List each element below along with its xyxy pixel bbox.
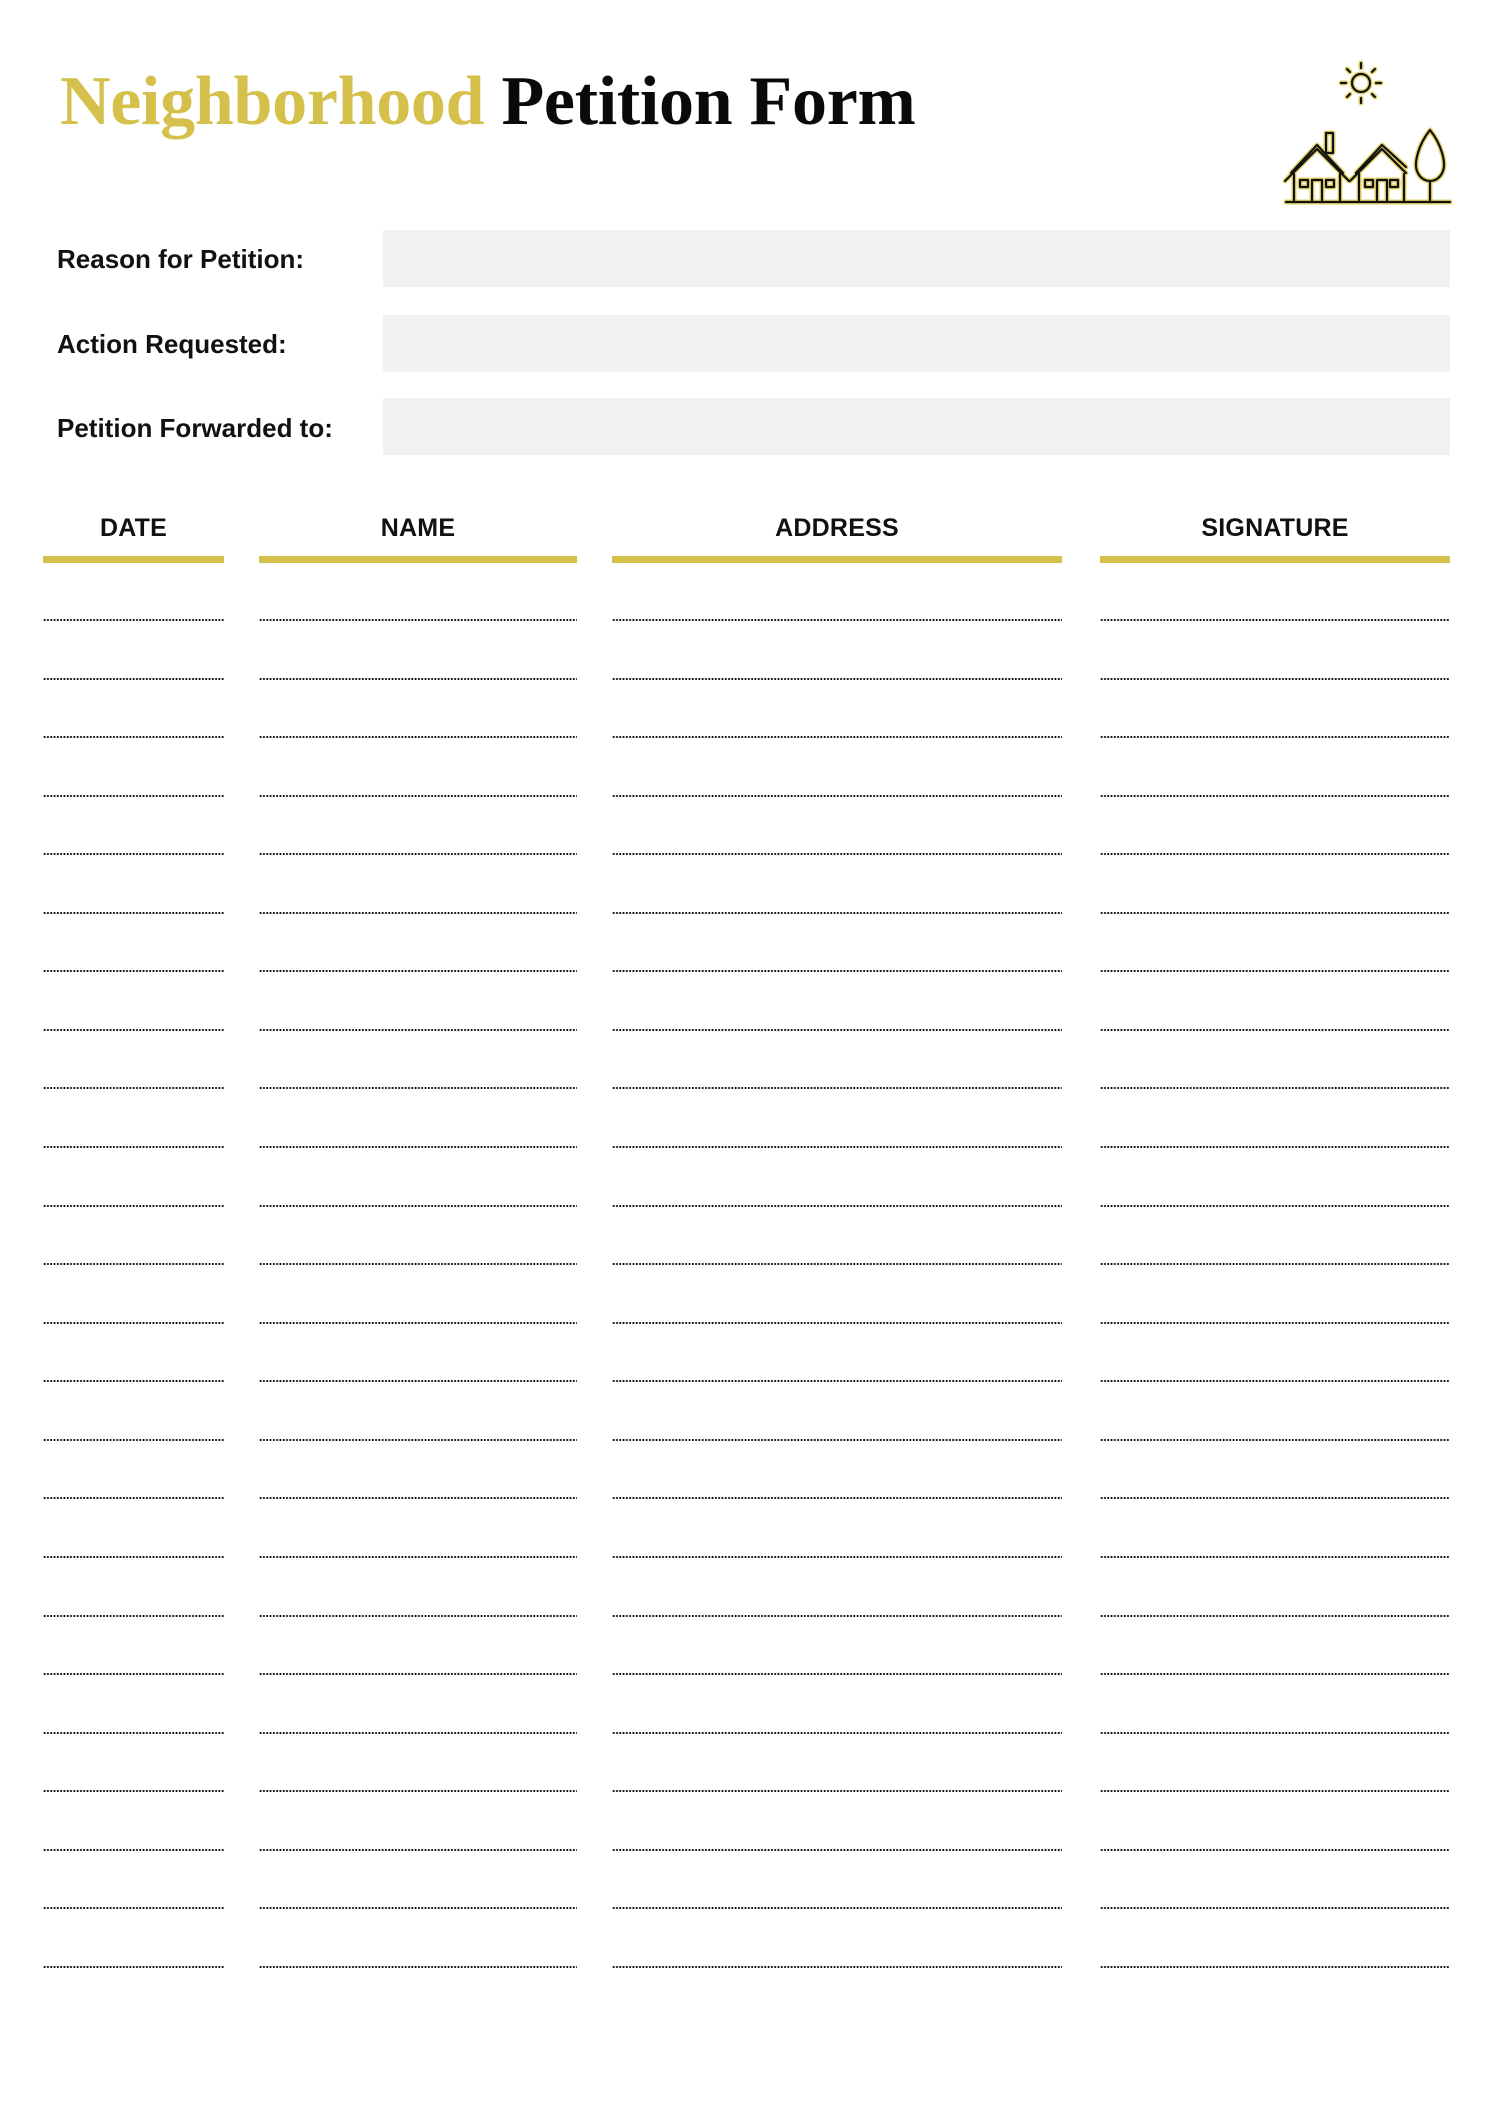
table-cell-signature[interactable] [1100, 922, 1450, 972]
table-cell-date[interactable] [43, 864, 224, 914]
table-cell-signature[interactable] [1100, 864, 1450, 914]
dotted-write-line [43, 1732, 224, 1734]
dotted-write-line [43, 1615, 224, 1617]
table-cell-address[interactable] [612, 1742, 1062, 1792]
table-cell-name[interactable] [259, 1332, 577, 1382]
dotted-write-line [1100, 1790, 1450, 1792]
dotted-write-line [259, 1029, 577, 1031]
dotted-write-line [1100, 1322, 1450, 1324]
table-cell-signature[interactable] [1100, 1098, 1450, 1148]
table-cell-date[interactable] [43, 630, 224, 680]
dotted-write-line [43, 1439, 224, 1441]
table-cell-name[interactable] [259, 981, 577, 1031]
table-cell-address[interactable] [612, 1157, 1062, 1207]
table-cell-name[interactable] [259, 571, 577, 621]
table-cell-name[interactable] [259, 922, 577, 972]
dotted-write-line [612, 1380, 1062, 1382]
table-cell-date[interactable] [43, 805, 224, 855]
dotted-write-line [612, 1732, 1062, 1734]
table-cell-date[interactable] [43, 571, 224, 621]
table-cell-signature[interactable] [1100, 981, 1450, 1031]
dotted-write-line [43, 1497, 224, 1499]
dotted-write-line [1100, 1732, 1450, 1734]
table-cell-address[interactable] [612, 688, 1062, 738]
column-header-name: NAME [380, 514, 456, 542]
dotted-write-line [1100, 795, 1450, 797]
dotted-write-line [43, 1790, 224, 1792]
dotted-write-line [259, 1673, 577, 1675]
dotted-write-line [259, 1790, 577, 1792]
table-cell-name[interactable] [259, 1625, 577, 1675]
table-cell-name[interactable] [259, 1449, 577, 1499]
dotted-write-line [1100, 970, 1450, 972]
table-cell-date[interactable] [43, 1391, 224, 1441]
table-cell-date[interactable] [43, 688, 224, 738]
table-cell-address[interactable] [612, 981, 1062, 1031]
dotted-write-line [259, 619, 577, 621]
dotted-write-line [43, 1849, 224, 1851]
column-header-signature: SIGNATURE [1201, 514, 1349, 542]
dotted-write-line [43, 1263, 224, 1265]
table-cell-address[interactable] [612, 1508, 1062, 1558]
table-cell-address[interactable] [612, 1684, 1062, 1734]
dotted-write-line [1100, 1673, 1450, 1675]
dotted-write-line [1100, 1966, 1450, 1968]
table-cell-name[interactable] [259, 1274, 577, 1324]
table-cell-name[interactable] [259, 747, 577, 797]
dotted-write-line [612, 1205, 1062, 1207]
action-requested-label: Action Requested: [57, 329, 287, 359]
table-cell-address[interactable] [612, 630, 1062, 680]
dotted-write-line [43, 1146, 224, 1148]
dotted-write-line [1100, 619, 1450, 621]
table-cell-name[interactable] [259, 1508, 577, 1558]
dotted-write-line [612, 1439, 1062, 1441]
column-underline-date [43, 556, 224, 563]
table-cell-signature[interactable] [1100, 1625, 1450, 1675]
reason-input[interactable] [383, 230, 1450, 287]
dotted-write-line [259, 1497, 577, 1499]
table-cell-signature[interactable] [1100, 1684, 1450, 1734]
forwarded-to-label: Petition Forwarded to: [57, 413, 333, 443]
dotted-write-line [43, 970, 224, 972]
table-cell-date[interactable] [43, 922, 224, 972]
dotted-write-line [1100, 853, 1450, 855]
dotted-write-line [259, 795, 577, 797]
dotted-write-line [612, 1615, 1062, 1617]
column-header-date: DATE [100, 514, 167, 542]
dotted-write-line [612, 1322, 1062, 1324]
dotted-write-line [1100, 1497, 1450, 1499]
table-cell-name[interactable] [259, 1918, 577, 1968]
dotted-write-line [259, 1263, 577, 1265]
table-cell-signature[interactable] [1100, 1859, 1450, 1909]
table-cell-name[interactable] [259, 1567, 577, 1617]
dotted-write-line [43, 1087, 224, 1089]
table-cell-date[interactable] [43, 747, 224, 797]
table-cell-name[interactable] [259, 1215, 577, 1265]
table-cell-address[interactable] [612, 1215, 1062, 1265]
dotted-write-line [612, 912, 1062, 914]
table-cell-signature[interactable] [1100, 1449, 1450, 1499]
table-cell-date[interactable] [43, 1859, 224, 1909]
table-cell-name[interactable] [259, 1391, 577, 1441]
table-cell-address[interactable] [612, 1801, 1062, 1851]
table-cell-date[interactable] [43, 1801, 224, 1851]
table-cell-name[interactable] [259, 1684, 577, 1734]
table-cell-signature[interactable] [1100, 688, 1450, 738]
table-cell-signature[interactable] [1100, 1918, 1450, 1968]
table-cell-address[interactable] [612, 805, 1062, 855]
page-title [60, 62, 915, 142]
dotted-write-line [259, 1966, 577, 1968]
action-requested-input[interactable] [383, 315, 1450, 372]
dotted-write-line [259, 678, 577, 680]
dotted-write-line [259, 1849, 577, 1851]
table-cell-signature[interactable] [1100, 1508, 1450, 1558]
table-cell-signature[interactable] [1100, 1039, 1450, 1089]
dotted-write-line [43, 678, 224, 680]
dotted-write-line [259, 736, 577, 738]
table-cell-date[interactable] [43, 1098, 224, 1148]
table-cell-name[interactable] [259, 805, 577, 855]
column-underline-signature [1100, 556, 1450, 563]
table-cell-signature[interactable] [1100, 1274, 1450, 1324]
dotted-write-line [259, 1087, 577, 1089]
dotted-write-line [1100, 912, 1450, 914]
table-cell-signature[interactable] [1100, 1567, 1450, 1617]
table-cell-name[interactable] [259, 1098, 577, 1148]
dotted-write-line [612, 1966, 1062, 1968]
dotted-write-line [259, 853, 577, 855]
dotted-write-line [259, 1439, 577, 1441]
table-cell-date[interactable] [43, 1625, 224, 1675]
table-cell-name[interactable] [259, 1039, 577, 1089]
dotted-write-line [43, 1673, 224, 1675]
column-underline-address [612, 556, 1062, 563]
dotted-write-line [1100, 1263, 1450, 1265]
sun-and-houses-icon [1280, 55, 1456, 207]
dotted-write-line [43, 1966, 224, 1968]
dotted-write-line [612, 1849, 1062, 1851]
table-cell-name[interactable] [259, 1801, 577, 1851]
table-cell-name[interactable] [259, 864, 577, 914]
table-cell-address[interactable] [612, 922, 1062, 972]
table-cell-address[interactable] [612, 1332, 1062, 1382]
dotted-write-line [43, 1556, 224, 1558]
table-cell-date[interactable] [43, 1684, 224, 1734]
table-cell-name[interactable] [259, 1157, 577, 1207]
table-cell-name[interactable] [259, 688, 577, 738]
table-cell-address[interactable] [612, 1918, 1062, 1968]
dotted-write-line [612, 736, 1062, 738]
table-cell-signature[interactable] [1100, 1742, 1450, 1792]
dotted-write-line [612, 678, 1062, 680]
dotted-write-line [259, 1322, 577, 1324]
table-cell-signature[interactable] [1100, 1215, 1450, 1265]
dotted-write-line [612, 1907, 1062, 1909]
table-cell-date[interactable] [43, 1449, 224, 1499]
dotted-write-line [1100, 1849, 1450, 1851]
table-cell-name[interactable] [259, 1859, 577, 1909]
dotted-write-line [43, 1205, 224, 1207]
dotted-write-line [259, 1380, 577, 1382]
dotted-write-line [43, 619, 224, 621]
table-cell-signature[interactable] [1100, 805, 1450, 855]
title-accent: Neighborhood [60, 63, 485, 140]
dotted-write-line [612, 970, 1062, 972]
dotted-write-line [43, 912, 224, 914]
table-cell-signature[interactable] [1100, 630, 1450, 680]
dotted-write-line [612, 853, 1062, 855]
table-cell-signature[interactable] [1100, 1157, 1450, 1207]
dotted-write-line [43, 795, 224, 797]
dotted-write-line [43, 1029, 224, 1031]
table-cell-address[interactable] [612, 571, 1062, 621]
dotted-write-line [259, 970, 577, 972]
dotted-write-line [1100, 1146, 1450, 1148]
dotted-write-line [612, 1029, 1062, 1031]
dotted-write-line [612, 1146, 1062, 1148]
dotted-write-line [259, 1205, 577, 1207]
table-cell-address[interactable] [612, 864, 1062, 914]
table-cell-name[interactable] [259, 1742, 577, 1792]
column-header-address: ADDRESS [775, 514, 899, 542]
dotted-write-line [43, 853, 224, 855]
dotted-write-line [612, 795, 1062, 797]
table-cell-signature[interactable] [1100, 1391, 1450, 1441]
table-cell-signature[interactable] [1100, 747, 1450, 797]
dotted-write-line [612, 1087, 1062, 1089]
table-cell-date[interactable] [43, 1918, 224, 1968]
table-cell-address[interactable] [612, 1274, 1062, 1324]
dotted-write-line [1100, 1205, 1450, 1207]
table-cell-address[interactable] [612, 1098, 1062, 1148]
dotted-write-line [259, 1615, 577, 1617]
dotted-write-line [612, 1497, 1062, 1499]
dotted-write-line [612, 619, 1062, 621]
table-cell-date[interactable] [43, 1215, 224, 1265]
dotted-write-line [1100, 1029, 1450, 1031]
dotted-write-line [1100, 736, 1450, 738]
table-cell-name[interactable] [259, 630, 577, 680]
table-cell-address[interactable] [612, 1859, 1062, 1909]
table-cell-address[interactable] [612, 1039, 1062, 1089]
dotted-write-line [1100, 678, 1450, 680]
table-cell-date[interactable] [43, 1508, 224, 1558]
forwarded-to-input[interactable] [383, 398, 1450, 455]
dotted-write-line [43, 1322, 224, 1324]
column-underline-name [259, 556, 577, 563]
table-cell-date[interactable] [43, 1274, 224, 1324]
table-cell-date[interactable] [43, 1567, 224, 1617]
dotted-write-line [612, 1790, 1062, 1792]
dotted-write-line [1100, 1556, 1450, 1558]
dotted-write-line [259, 1907, 577, 1909]
table-cell-address[interactable] [612, 1449, 1062, 1499]
table-cell-signature[interactable] [1100, 1801, 1450, 1851]
dotted-write-line [612, 1263, 1062, 1265]
dotted-write-line [1100, 1439, 1450, 1441]
dotted-write-line [612, 1556, 1062, 1558]
table-cell-date[interactable] [43, 981, 224, 1031]
dotted-write-line [43, 1907, 224, 1909]
dotted-write-line [43, 736, 224, 738]
dotted-write-line [43, 1380, 224, 1382]
title-rest: Petition Form [501, 63, 916, 140]
reason-label: Reason for Petition: [57, 244, 305, 274]
dotted-write-line [259, 1146, 577, 1148]
dotted-write-line [259, 1732, 577, 1734]
table-cell-date[interactable] [43, 1039, 224, 1089]
table-cell-signature[interactable] [1100, 571, 1450, 621]
dotted-write-line [259, 912, 577, 914]
dotted-write-line [612, 1673, 1062, 1675]
table-cell-signature[interactable] [1100, 1332, 1450, 1382]
table-cell-date[interactable] [43, 1332, 224, 1382]
table-cell-address[interactable] [612, 1391, 1062, 1441]
dotted-write-line [259, 1556, 577, 1558]
table-cell-date[interactable] [43, 1157, 224, 1207]
table-cell-address[interactable] [612, 747, 1062, 797]
dotted-write-line [1100, 1087, 1450, 1089]
dotted-write-line [1100, 1380, 1450, 1382]
table-cell-date[interactable] [43, 1742, 224, 1792]
table-cell-address[interactable] [612, 1625, 1062, 1675]
table-cell-address[interactable] [612, 1567, 1062, 1617]
dotted-write-line [1100, 1907, 1450, 1909]
dotted-write-line [1100, 1615, 1450, 1617]
